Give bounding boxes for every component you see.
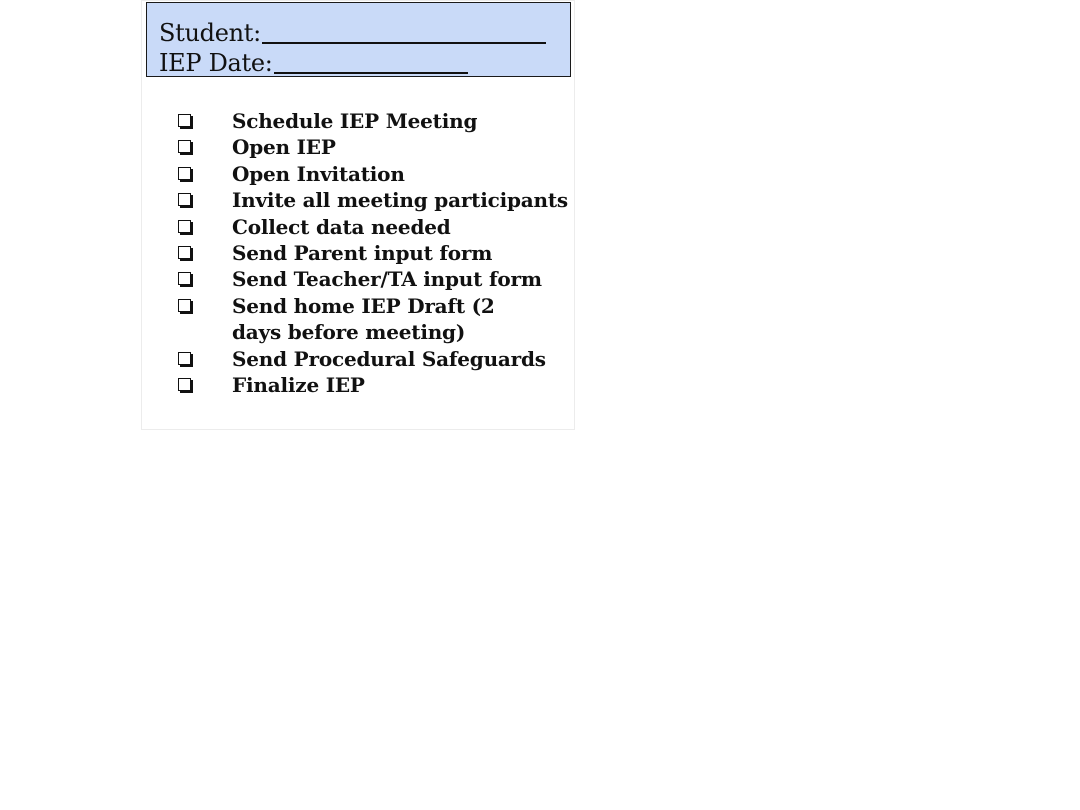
checklist-item	[176, 372, 568, 398]
student-field	[159, 17, 546, 48]
checklist-item	[176, 293, 568, 346]
checklist-item-label: Send Parent input form	[232, 241, 493, 266]
checklist-item-label: Send Procedural Safeguards	[232, 346, 546, 371]
checkbox-icon[interactable]	[178, 220, 191, 233]
iep-date-field	[159, 47, 468, 78]
student-label: Student:	[159, 19, 261, 47]
checklist-item	[176, 187, 568, 213]
checklist-item	[176, 214, 568, 240]
checkbox-icon[interactable]	[178, 140, 191, 153]
checklist-item-label: Finalize IEP	[232, 373, 365, 398]
checklist-item-label: Open IEP	[232, 135, 336, 160]
checklist-item	[176, 266, 568, 292]
student-info-header	[146, 2, 571, 77]
checkbox-icon[interactable]	[178, 272, 191, 285]
checkbox-icon[interactable]	[178, 299, 191, 312]
checklist-item	[176, 161, 568, 187]
student-blank-line[interactable]	[262, 20, 546, 44]
iep-checklist	[176, 108, 568, 398]
checklist-item-label: Invite all meeting participants	[232, 188, 568, 213]
checkbox-icon[interactable]	[178, 352, 191, 365]
checklist-item-label: Schedule IEP Meeting	[232, 109, 478, 133]
checklist-item-label: Collect data needed	[232, 214, 451, 239]
checkbox-icon[interactable]	[178, 114, 191, 127]
checkbox-icon[interactable]	[178, 378, 191, 391]
iep-date-blank-line[interactable]	[274, 50, 468, 74]
checklist-item-label: Open Invitation	[232, 161, 405, 186]
checklist-item	[176, 346, 568, 372]
checklist-item-label: Send home IEP Draft (2 days before meeting)	[232, 293, 495, 345]
iep-date-label: IEP Date:	[159, 49, 273, 77]
checklist-item	[176, 108, 568, 134]
checkbox-icon[interactable]	[178, 167, 191, 180]
checkbox-icon[interactable]	[178, 246, 191, 259]
checklist-item-label: Send Teacher/TA input form	[232, 267, 542, 292]
checkbox-icon[interactable]	[178, 193, 191, 206]
checklist-item	[176, 240, 568, 266]
checklist-item	[176, 134, 568, 160]
